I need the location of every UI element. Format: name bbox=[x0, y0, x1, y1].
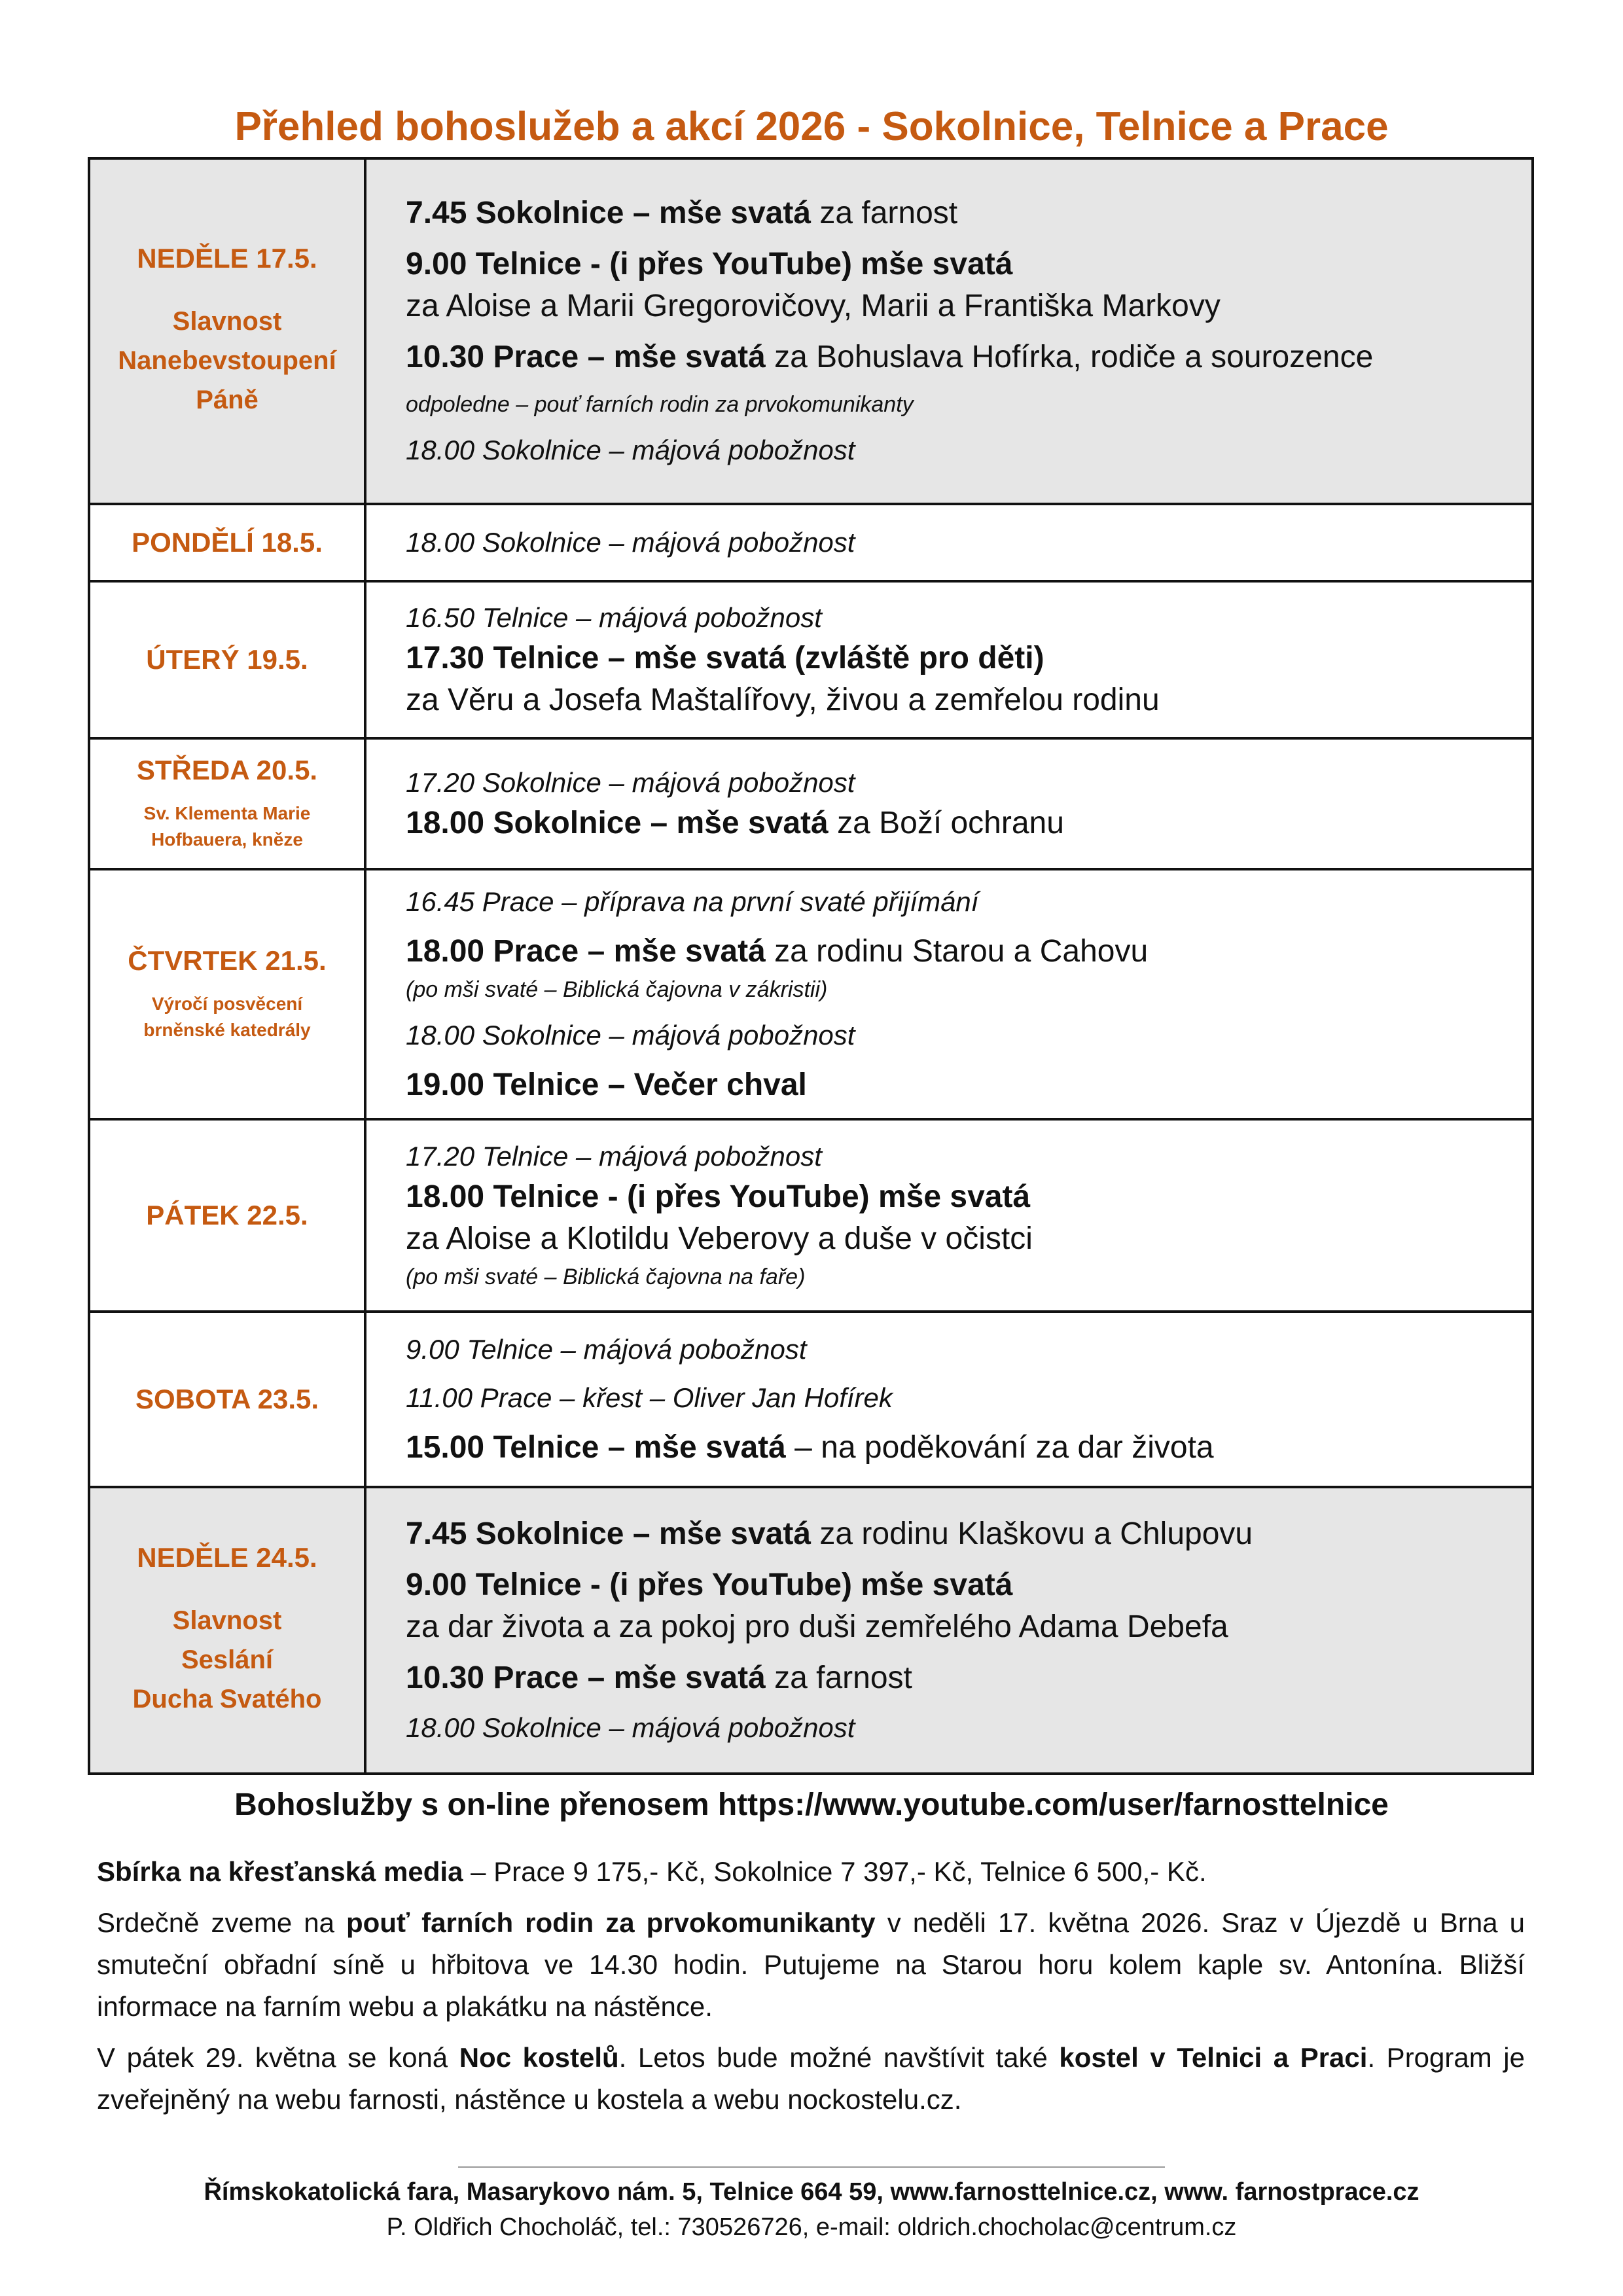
feast-name bbox=[90, 991, 364, 1043]
churches-text: . Program je zveřejněný na webu farnosti, nástěnce u kostela a webu nockostelu.cz. bbox=[97, 2042, 1525, 2115]
event-line bbox=[406, 802, 1531, 844]
churches-event-name: Noc kostelů bbox=[459, 2042, 619, 2073]
day-cell bbox=[89, 504, 365, 581]
event-detail: za dar života a za pokoj pro duši zemřelého Adama Debefa bbox=[406, 1609, 1228, 1644]
events-cell bbox=[365, 1119, 1533, 1312]
event-line bbox=[406, 1137, 1531, 1176]
collection-paragraph bbox=[97, 1851, 1525, 1893]
event-detail: 16.50 Telnice – májová pobožnost bbox=[406, 602, 822, 633]
event-main: 18.00 Prace – mše svatá bbox=[406, 934, 766, 969]
feast-name bbox=[90, 800, 364, 853]
churches-night-paragraph bbox=[97, 2037, 1525, 2121]
feast-line: Výročí posvěcení bbox=[151, 994, 303, 1014]
event-detail: 17.20 Telnice – májová pobožnost bbox=[406, 1141, 822, 1172]
events-cell bbox=[365, 158, 1533, 504]
footer-divider bbox=[458, 2166, 1165, 2168]
churches-mid: . Letos bude možné navštívit také bbox=[618, 2042, 1060, 2073]
feast-line: Seslání bbox=[181, 1645, 274, 1674]
event-line bbox=[406, 243, 1531, 285]
footer-contact: P. Oldřich Chocholáč, tel.: 730526726, e-mail: oldrich.chocholac@centrum.cz bbox=[386, 2214, 1237, 2241]
day-name: ČTVRTEK 21.5. bbox=[128, 945, 327, 976]
day-name: STŘEDA 20.5. bbox=[136, 755, 318, 785]
events-cell bbox=[365, 738, 1533, 869]
day-cell bbox=[89, 1119, 365, 1312]
event-detail: 9.00 Telnice – májová pobožnost bbox=[406, 1334, 807, 1365]
pilgrimage-paragraph bbox=[97, 1902, 1525, 2028]
event-main: 17.30 Telnice – mše svatá (zvláště pro děti) bbox=[406, 641, 1044, 675]
event-detail: za Aloise a Marii Gregorovičovy, Marii a Františka Markovy bbox=[406, 289, 1221, 323]
day-row bbox=[89, 738, 1533, 869]
day-row bbox=[89, 581, 1533, 738]
event-detail: 18.00 Sokolnice – májová pobožnost bbox=[406, 1020, 855, 1050]
event-main: 18.00 Telnice - (i přes YouTube) mše svatá bbox=[406, 1179, 1031, 1214]
day-cell bbox=[89, 869, 365, 1119]
event-main: 18.00 Sokolnice – mše svatá bbox=[406, 806, 829, 840]
event-line bbox=[406, 285, 1531, 327]
day-cell bbox=[89, 581, 365, 738]
event-line bbox=[406, 1016, 1531, 1055]
schedule-table bbox=[88, 157, 1534, 1775]
event-line bbox=[406, 1260, 1531, 1294]
day-row bbox=[89, 869, 1533, 1119]
event-main: 15.00 Telnice – mše svatá bbox=[406, 1430, 786, 1465]
day-cell bbox=[89, 738, 365, 869]
day-cell bbox=[89, 158, 365, 504]
event-main: 7.45 Sokolnice – mše svatá bbox=[406, 196, 812, 230]
event-main: 19.00 Telnice – Večer chval bbox=[406, 1067, 807, 1102]
event-line bbox=[406, 431, 1531, 470]
event-detail: 17.20 Sokolnice – májová pobožnost bbox=[406, 767, 855, 798]
event-main: 10.30 Prace – mše svatá bbox=[406, 1660, 766, 1695]
day-name: NEDĚLE 24.5. bbox=[137, 1542, 317, 1573]
event-line bbox=[406, 1564, 1531, 1606]
feast-name bbox=[90, 1601, 364, 1719]
event-line bbox=[406, 1513, 1531, 1555]
event-detail: za rodinu Starou a Cahovu bbox=[765, 934, 1149, 969]
feast-line: Hofbauera, kněze bbox=[151, 829, 303, 850]
event-line bbox=[406, 1708, 1531, 1748]
event-detail: 18.00 Sokolnice – májová pobožnost bbox=[406, 435, 855, 465]
day-name: PÁTEK 22.5. bbox=[146, 1200, 308, 1230]
event-detail: za Aloise a Klotildu Veberovy a duše v očistci bbox=[406, 1221, 1033, 1256]
event-line bbox=[406, 931, 1531, 973]
event-detail: 16.45 Prace – příprava na první svaté přijímání bbox=[406, 886, 979, 917]
day-row bbox=[89, 158, 1533, 504]
event-detail: 18.00 Sokolnice – májová pobožnost bbox=[406, 527, 855, 558]
event-line bbox=[406, 882, 1531, 922]
day-row bbox=[89, 1119, 1533, 1312]
feast-line: Slavnost bbox=[172, 1606, 282, 1635]
day-name: NEDĚLE 17.5. bbox=[137, 243, 317, 274]
pilgrimage-highlight: pouť farních rodin za prvokomunikanty bbox=[346, 1907, 876, 1938]
churches-intro: V pátek 29. května se koná bbox=[97, 2042, 459, 2073]
event-line bbox=[406, 679, 1531, 721]
event-line bbox=[406, 1427, 1531, 1469]
day-cell bbox=[89, 1312, 365, 1487]
event-line bbox=[406, 1176, 1531, 1218]
event-detail: odpoledne – pouť farních rodin za prvokomunikanty bbox=[406, 392, 914, 417]
feast-line: Páně bbox=[196, 386, 259, 414]
pilgrimage-text: v neděli 17. května 2026. Sraz v Újezdě u Brna u smuteční obřadní síně u hřbitova ve 14.30 hodin. Putujeme na Starou horu kolem kaple sv. Antonína. Bližší informace na farním webu a plakátku na nástěnce. bbox=[97, 1907, 1525, 2022]
footer-address: Římskokatolická fara, Masarykovo nám. 5, Telnice 664 59, www.farnosttelnice.cz, www. farnostprace.cz bbox=[204, 2178, 1419, 2206]
event-line bbox=[406, 1330, 1531, 1369]
day-row bbox=[89, 504, 1533, 581]
event-line bbox=[406, 1378, 1531, 1418]
event-detail: za farnost bbox=[811, 196, 958, 230]
day-row bbox=[89, 1312, 1533, 1487]
online-broadcast-note: Bohoslužby s on-line přenosem https://www.youtube.com/user/farnosttelnice bbox=[234, 1787, 1389, 1822]
event-line bbox=[406, 192, 1531, 234]
churches-venues: kostel v Telnici a Praci bbox=[1059, 2042, 1368, 2073]
event-line bbox=[406, 336, 1531, 378]
feast-line: Ducha Svatého bbox=[132, 1685, 322, 1713]
events-cell bbox=[365, 869, 1533, 1119]
day-name: ÚTERÝ 19.5. bbox=[146, 644, 308, 675]
event-line bbox=[406, 387, 1531, 422]
day-name: SOBOTA 23.5. bbox=[135, 1384, 319, 1414]
event-line bbox=[406, 973, 1531, 1007]
day-cell bbox=[89, 1487, 365, 1774]
events-cell bbox=[365, 1312, 1533, 1487]
event-line bbox=[406, 763, 1531, 802]
event-detail: (po mši svaté – Biblická čajovna v zákristii) bbox=[406, 977, 828, 1002]
events-cell bbox=[365, 1487, 1533, 1774]
event-line bbox=[406, 598, 1531, 637]
events-cell bbox=[365, 581, 1533, 738]
feast-line: Nanebevstoupení bbox=[118, 346, 336, 375]
event-detail: za Věru a Josefa Maštalířovy, živou a zemřelou rodinu bbox=[406, 683, 1160, 717]
collection-title: Sbírka na křesťanská media bbox=[97, 1856, 463, 1887]
event-detail: za Bohuslava Hofírka, rodiče a sourozence bbox=[765, 340, 1374, 374]
event-detail: – na poděkování za dar života bbox=[785, 1430, 1214, 1465]
event-main: 9.00 Telnice - (i přes YouTube) mše svatá bbox=[406, 247, 1013, 281]
event-line bbox=[406, 1064, 1531, 1106]
pilgrimage-intro: Srdečně zveme na bbox=[97, 1907, 346, 1938]
event-detail: za Boží ochranu bbox=[828, 806, 1064, 840]
page-title: Přehled bohoslužeb a akcí 2026 - Sokolnice, Telnice a Prace bbox=[234, 104, 1389, 149]
event-line bbox=[406, 1218, 1531, 1260]
event-line bbox=[406, 1657, 1531, 1699]
event-detail: za rodinu Klaškovu a Chlupovu bbox=[811, 1516, 1253, 1551]
feast-line: Sv. Klementa Marie bbox=[143, 803, 311, 823]
event-detail: (po mši svaté – Biblická čajovna na faře) bbox=[406, 1265, 806, 1289]
event-line bbox=[406, 637, 1531, 679]
feast-name bbox=[90, 302, 364, 420]
collection-text: – Prace 9 175,- Kč, Sokolnice 7 397,- Kč, Telnice 6 500,- Kč. bbox=[463, 1856, 1207, 1887]
event-detail: 11.00 Prace – křest – Oliver Jan Hofírek bbox=[406, 1382, 893, 1413]
day-row bbox=[89, 1487, 1533, 1774]
event-line bbox=[406, 523, 1531, 562]
event-main: 9.00 Telnice - (i přes YouTube) mše svatá bbox=[406, 1568, 1013, 1602]
event-line bbox=[406, 1606, 1531, 1648]
event-detail: za farnost bbox=[765, 1660, 912, 1695]
feast-line: Slavnost bbox=[172, 307, 282, 336]
event-detail: 18.00 Sokolnice – májová pobožnost bbox=[406, 1712, 855, 1743]
events-cell bbox=[365, 504, 1533, 581]
feast-line: brněnské katedrály bbox=[143, 1020, 311, 1040]
schedule-body bbox=[89, 158, 1533, 1774]
day-name: PONDĚLÍ 18.5. bbox=[132, 527, 323, 558]
event-main: 7.45 Sokolnice – mše svatá bbox=[406, 1516, 812, 1551]
event-main: 10.30 Prace – mše svatá bbox=[406, 340, 766, 374]
